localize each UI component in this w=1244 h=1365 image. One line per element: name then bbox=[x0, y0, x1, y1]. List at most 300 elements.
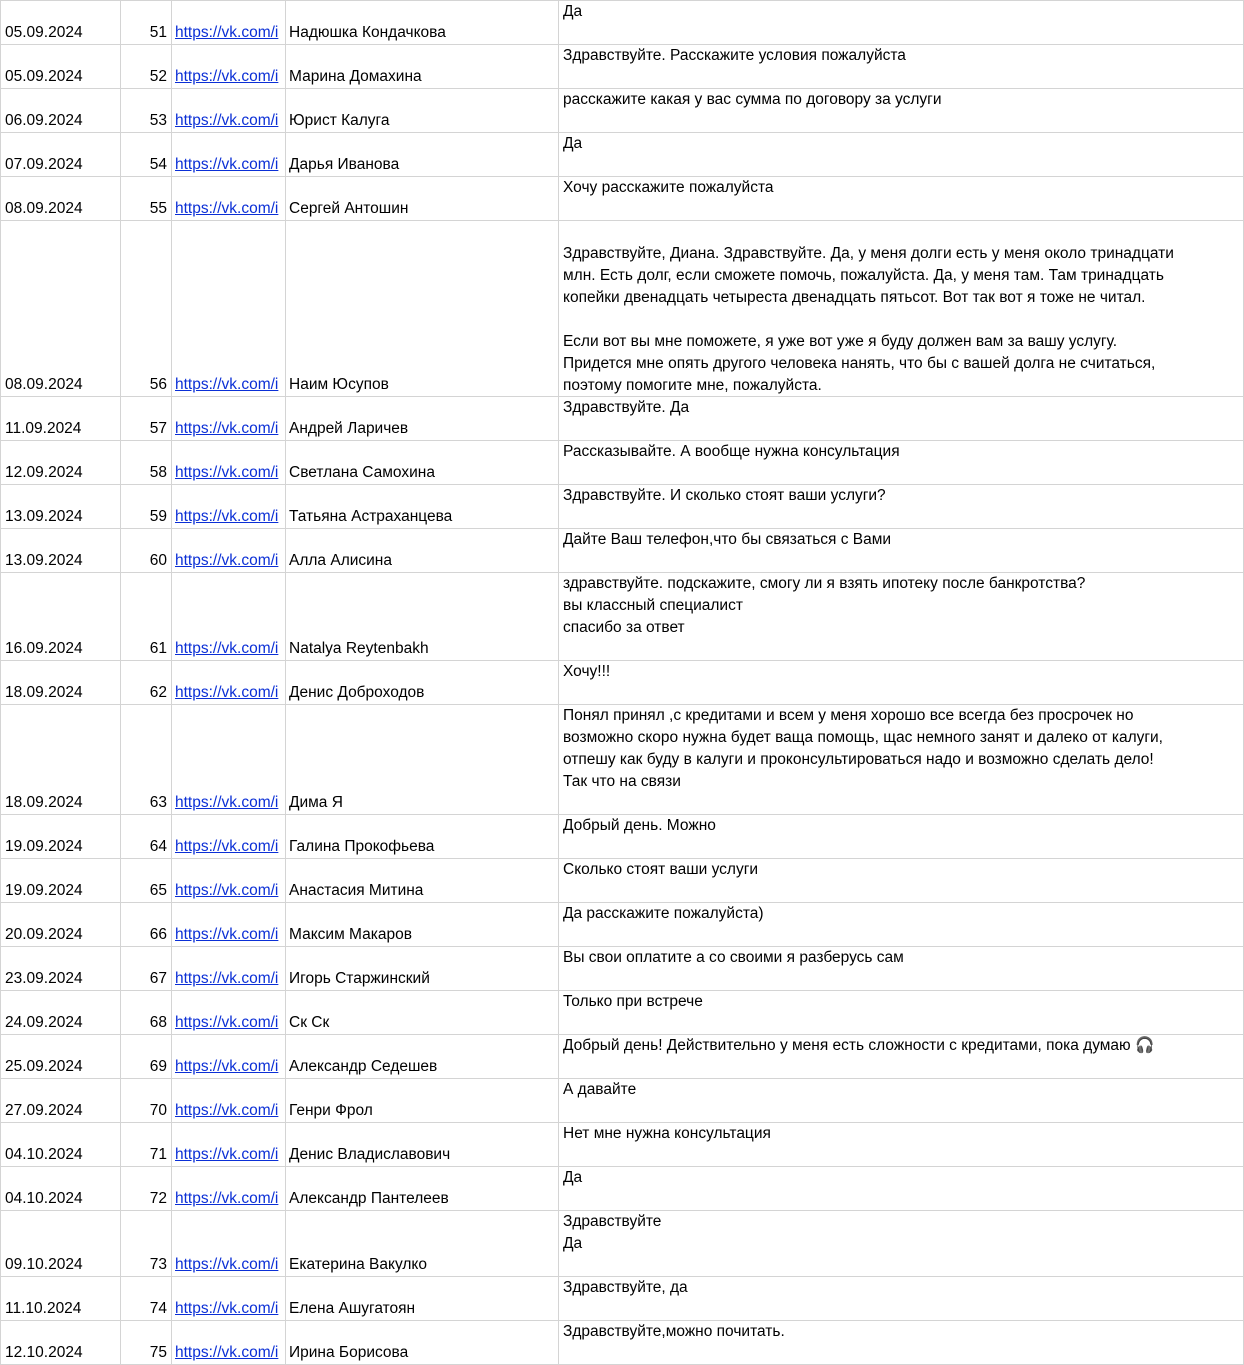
link-cell[interactable] bbox=[172, 903, 286, 946]
message-text bbox=[563, 903, 1235, 925]
number-cell[interactable] bbox=[121, 1167, 172, 1210]
number-cell[interactable] bbox=[121, 441, 172, 484]
message-line: Да bbox=[563, 135, 583, 152]
profile-link[interactable]: https://vk.com/i bbox=[175, 882, 279, 899]
table-row bbox=[0, 177, 1244, 221]
message-line: Дайте Ваш телефон,что бы связаться с Вами bbox=[563, 531, 892, 548]
number-cell[interactable] bbox=[121, 133, 172, 176]
date-cell[interactable] bbox=[0, 947, 121, 990]
message-line: отпешу как буду в калуги и проконсультироваться надо и возможно сделать дело! bbox=[563, 751, 1154, 768]
number-value: 64 bbox=[149, 838, 167, 855]
message-line: Понял принял ,с кредитами и всем у меня хорошо все всегда без просрочек но bbox=[563, 707, 1134, 724]
date-value: 08.09.2024 bbox=[5, 376, 83, 393]
name-cell[interactable] bbox=[286, 815, 559, 858]
number-cell[interactable] bbox=[121, 947, 172, 990]
profile-link[interactable]: https://vk.com/i bbox=[175, 1146, 279, 1163]
message-text bbox=[563, 1, 1235, 23]
name-cell[interactable] bbox=[286, 1167, 559, 1210]
date-value: 12.09.2024 bbox=[5, 464, 83, 481]
profile-link[interactable]: https://vk.com/i bbox=[175, 464, 279, 481]
name-cell[interactable] bbox=[286, 1, 559, 44]
message-cell[interactable] bbox=[559, 397, 1244, 440]
date-cell[interactable] bbox=[0, 1321, 121, 1364]
date-value: 24.09.2024 bbox=[5, 1014, 83, 1031]
message-line: Рассказывайте. А вообще нужна консультация bbox=[563, 443, 900, 460]
message-cell[interactable] bbox=[559, 221, 1244, 396]
table-row bbox=[0, 1123, 1244, 1167]
name-value: Александр Пантелеев bbox=[289, 1190, 449, 1207]
message-text bbox=[563, 441, 1235, 463]
date-cell[interactable] bbox=[0, 1123, 121, 1166]
profile-link[interactable]: https://vk.com/i bbox=[175, 970, 279, 987]
message-line: Если вот вы мне поможете, я уже вот уже я буду должен вам за вашу услугу. bbox=[563, 333, 1118, 350]
message-cell[interactable] bbox=[559, 89, 1244, 132]
message-line: Хочу расскажите пожалуйста bbox=[563, 179, 774, 196]
message-line: Так что на связи bbox=[563, 773, 681, 790]
message-text bbox=[563, 859, 1235, 881]
name-value: Денис Владиславович bbox=[289, 1146, 451, 1163]
profile-link[interactable]: https://vk.com/i bbox=[175, 1190, 279, 1207]
name-cell[interactable] bbox=[286, 947, 559, 990]
profile-link[interactable]: https://vk.com/i bbox=[175, 1102, 279, 1119]
name-value: Игорь Старжинский bbox=[289, 970, 430, 987]
name-cell[interactable] bbox=[286, 1321, 559, 1364]
name-value: Сергей Антошин bbox=[289, 200, 409, 217]
link-cell[interactable] bbox=[172, 1079, 286, 1122]
message-cell[interactable] bbox=[559, 661, 1244, 704]
number-cell[interactable] bbox=[121, 1321, 172, 1364]
profile-link[interactable]: https://vk.com/i bbox=[175, 1058, 279, 1075]
number-cell[interactable] bbox=[121, 529, 172, 572]
date-cell[interactable] bbox=[0, 1277, 121, 1320]
number-value: 62 bbox=[149, 684, 167, 701]
message-line bbox=[563, 221, 1235, 243]
message-line: Добрый день! Действительно у меня есть сложности с кредитами, пока думаю 🎧 bbox=[563, 1037, 1155, 1054]
number-value: 68 bbox=[149, 1014, 167, 1031]
date-cell[interactable] bbox=[0, 815, 121, 858]
number-cell[interactable] bbox=[121, 1211, 172, 1276]
message-text bbox=[563, 45, 1235, 67]
profile-link[interactable]: https://vk.com/i bbox=[175, 376, 279, 393]
message-line: Здравствуйте. Да bbox=[563, 399, 690, 416]
number-cell[interactable] bbox=[121, 661, 172, 704]
message-text bbox=[563, 1277, 1235, 1299]
message-line: Здравствуйте. Расскажите условия пожалуйста bbox=[563, 47, 906, 64]
number-value: 57 bbox=[149, 420, 167, 437]
message-line: Придется мне опять другого человека нанять, что бы с вашей долга не считаться, bbox=[563, 355, 1156, 372]
profile-link[interactable]: https://vk.com/i bbox=[175, 552, 279, 569]
table-row bbox=[0, 859, 1244, 903]
name-value: Алла Алисина bbox=[289, 552, 392, 569]
name-value: Генри Фрол bbox=[289, 1102, 373, 1119]
name-cell[interactable] bbox=[286, 573, 559, 660]
name-cell[interactable] bbox=[286, 1123, 559, 1166]
message-cell[interactable] bbox=[559, 815, 1244, 858]
number-value: 67 bbox=[149, 970, 167, 987]
link-cell[interactable] bbox=[172, 397, 286, 440]
message-text bbox=[563, 133, 1235, 155]
number-value: 59 bbox=[149, 508, 167, 525]
message-line: млн. Есть долг, если сможете помочь, пожалуйста. Да, у меня там. Там тринадцать bbox=[563, 267, 1164, 284]
message-cell[interactable] bbox=[559, 947, 1244, 990]
profile-link[interactable]: https://vk.com/i bbox=[175, 156, 279, 173]
link-cell[interactable] bbox=[172, 45, 286, 88]
number-value: 53 bbox=[149, 112, 167, 129]
number-cell[interactable] bbox=[121, 1277, 172, 1320]
link-cell[interactable] bbox=[172, 705, 286, 814]
date-cell[interactable] bbox=[0, 859, 121, 902]
message-cell[interactable] bbox=[559, 859, 1244, 902]
message-line: Здравствуйте bbox=[563, 1213, 662, 1230]
message-text bbox=[563, 397, 1235, 419]
profile-link[interactable]: https://vk.com/i bbox=[175, 794, 279, 811]
number-cell[interactable] bbox=[121, 1079, 172, 1122]
name-cell[interactable] bbox=[286, 89, 559, 132]
profile-link[interactable]: https://vk.com/i bbox=[175, 1344, 279, 1361]
table-row bbox=[0, 947, 1244, 991]
number-value: 63 bbox=[149, 794, 167, 811]
date-value: 04.10.2024 bbox=[5, 1190, 83, 1207]
link-cell[interactable] bbox=[172, 1211, 286, 1276]
table-row bbox=[0, 1321, 1244, 1365]
date-cell[interactable] bbox=[0, 1211, 121, 1276]
message-text bbox=[563, 529, 1235, 551]
message-cell[interactable] bbox=[559, 133, 1244, 176]
message-line: Здравствуйте, Диана. Здравствуйте. Да, у меня долги есть у меня около тринадцати bbox=[563, 245, 1174, 262]
message-cell[interactable] bbox=[559, 45, 1244, 88]
table-row bbox=[0, 89, 1244, 133]
message-text bbox=[563, 177, 1235, 199]
date-value: 12.10.2024 bbox=[5, 1344, 83, 1361]
date-cell[interactable] bbox=[0, 45, 121, 88]
name-cell[interactable] bbox=[286, 1035, 559, 1078]
date-value: 09.10.2024 bbox=[5, 1256, 83, 1273]
date-value: 18.09.2024 bbox=[5, 794, 83, 811]
date-value: 04.10.2024 bbox=[5, 1146, 83, 1163]
number-cell[interactable] bbox=[121, 705, 172, 814]
message-line: копейки двенадцать четыреста двенадцать пятьсот. Вот так вот я тоже не читал. bbox=[563, 289, 1146, 306]
number-cell[interactable] bbox=[121, 859, 172, 902]
message-line: Сколько стоят ваши услуги bbox=[563, 861, 759, 878]
message-text bbox=[563, 815, 1235, 837]
date-cell[interactable] bbox=[0, 661, 121, 704]
profile-link[interactable]: https://vk.com/i bbox=[175, 112, 279, 129]
message-text bbox=[563, 573, 1235, 639]
table-row bbox=[0, 1035, 1244, 1079]
message-cell[interactable] bbox=[559, 573, 1244, 660]
message-cell[interactable] bbox=[559, 529, 1244, 572]
link-cell[interactable] bbox=[172, 1123, 286, 1166]
number-value: 65 bbox=[149, 882, 167, 899]
message-cell[interactable] bbox=[559, 1277, 1244, 1320]
message-cell[interactable] bbox=[559, 1123, 1244, 1166]
date-value: 18.09.2024 bbox=[5, 684, 83, 701]
link-cell[interactable] bbox=[172, 1277, 286, 1320]
message-cell[interactable] bbox=[559, 903, 1244, 946]
message-text bbox=[563, 1167, 1235, 1189]
message-line: Здравствуйте, да bbox=[563, 1279, 688, 1296]
number-cell[interactable] bbox=[121, 221, 172, 396]
name-cell[interactable] bbox=[286, 991, 559, 1034]
number-cell[interactable] bbox=[121, 397, 172, 440]
link-cell[interactable] bbox=[172, 89, 286, 132]
message-line bbox=[563, 309, 1235, 331]
table-row bbox=[0, 133, 1244, 177]
date-value: 11.09.2024 bbox=[5, 420, 82, 437]
name-value: Ск Ск bbox=[289, 1014, 330, 1031]
link-cell[interactable] bbox=[172, 177, 286, 220]
table-row bbox=[0, 1079, 1244, 1123]
message-cell[interactable] bbox=[559, 1211, 1244, 1276]
table-row bbox=[0, 45, 1244, 89]
number-value: 66 bbox=[149, 926, 167, 943]
name-value: Анастасия Митина bbox=[289, 882, 424, 899]
number-cell[interactable] bbox=[121, 991, 172, 1034]
message-text bbox=[563, 221, 1235, 396]
message-cell[interactable] bbox=[559, 1035, 1244, 1078]
date-cell[interactable] bbox=[0, 529, 121, 572]
name-cell[interactable] bbox=[286, 397, 559, 440]
number-cell[interactable] bbox=[121, 903, 172, 946]
message-cell[interactable] bbox=[559, 1079, 1244, 1122]
message-text bbox=[563, 1211, 1235, 1255]
message-text bbox=[563, 1035, 1235, 1057]
profile-link[interactable]: https://vk.com/i bbox=[175, 200, 279, 217]
table-row bbox=[0, 991, 1244, 1035]
number-cell[interactable] bbox=[121, 485, 172, 528]
profile-link[interactable]: https://vk.com/i bbox=[175, 684, 279, 701]
date-cell[interactable] bbox=[0, 573, 121, 660]
date-cell[interactable] bbox=[0, 485, 121, 528]
name-value: Александр Седешев bbox=[289, 1058, 438, 1075]
message-line: поэтому помогите мне, пожалуйста. bbox=[563, 377, 822, 394]
number-value: 74 bbox=[149, 1300, 167, 1317]
name-cell[interactable] bbox=[286, 177, 559, 220]
name-value: Юрист Калуга bbox=[289, 112, 390, 129]
date-value: 05.09.2024 bbox=[5, 24, 83, 41]
name-cell[interactable] bbox=[286, 485, 559, 528]
date-value: 13.09.2024 bbox=[5, 552, 83, 569]
name-value: Галина Прокофьева bbox=[289, 838, 435, 855]
message-cell[interactable] bbox=[559, 705, 1244, 814]
date-cell[interactable] bbox=[0, 705, 121, 814]
table-row bbox=[0, 903, 1244, 947]
name-value: Надюшка Кондачкова bbox=[289, 24, 446, 41]
name-cell[interactable] bbox=[286, 705, 559, 814]
date-cell[interactable] bbox=[0, 1079, 121, 1122]
profile-link[interactable]: https://vk.com/i bbox=[175, 24, 279, 41]
table-row bbox=[0, 1, 1244, 45]
date-cell[interactable] bbox=[0, 1167, 121, 1210]
message-line: Да bbox=[563, 1235, 583, 1252]
message-text bbox=[563, 661, 1235, 683]
name-value: Ирина Борисова bbox=[289, 1344, 409, 1361]
message-text bbox=[563, 1123, 1235, 1145]
date-cell[interactable] bbox=[0, 1035, 121, 1078]
link-cell[interactable] bbox=[172, 133, 286, 176]
date-cell[interactable] bbox=[0, 441, 121, 484]
number-value: 54 bbox=[149, 156, 167, 173]
table-row bbox=[0, 529, 1244, 573]
number-cell[interactable] bbox=[121, 89, 172, 132]
name-cell[interactable] bbox=[286, 45, 559, 88]
date-value: 08.09.2024 bbox=[5, 200, 83, 217]
message-line: Нет мне нужна консультация bbox=[563, 1125, 771, 1142]
date-cell[interactable] bbox=[0, 1, 121, 44]
link-cell[interactable] bbox=[172, 573, 286, 660]
table-row bbox=[0, 485, 1244, 529]
number-value: 60 bbox=[149, 552, 167, 569]
link-cell[interactable] bbox=[172, 991, 286, 1034]
date-cell[interactable] bbox=[0, 89, 121, 132]
name-cell[interactable] bbox=[286, 859, 559, 902]
table-row bbox=[0, 661, 1244, 705]
name-cell[interactable] bbox=[286, 1079, 559, 1122]
number-value: 70 bbox=[149, 1102, 167, 1119]
table-row bbox=[0, 1167, 1244, 1211]
table-row bbox=[0, 221, 1244, 397]
link-cell[interactable] bbox=[172, 1167, 286, 1210]
message-text bbox=[563, 89, 1235, 111]
number-value: 69 bbox=[149, 1058, 167, 1075]
table-row bbox=[0, 441, 1244, 485]
message-line: Да расскажите пожалуйста) bbox=[563, 905, 764, 922]
link-cell[interactable] bbox=[172, 661, 286, 704]
table-row bbox=[0, 1277, 1244, 1321]
message-cell[interactable] bbox=[559, 485, 1244, 528]
date-value: 25.09.2024 bbox=[5, 1058, 83, 1075]
date-value: 23.09.2024 bbox=[5, 970, 83, 987]
link-cell[interactable] bbox=[172, 1321, 286, 1364]
link-cell[interactable] bbox=[172, 529, 286, 572]
number-cell[interactable] bbox=[121, 1, 172, 44]
profile-link[interactable]: https://vk.com/i bbox=[175, 838, 279, 855]
message-line: Только при встрече bbox=[563, 993, 703, 1010]
message-line: Здравствуйте,можно почитать. bbox=[563, 1323, 785, 1340]
name-value: Елена Ашугатоян bbox=[289, 1300, 416, 1317]
profile-link[interactable]: https://vk.com/i bbox=[175, 420, 279, 437]
name-cell[interactable] bbox=[286, 661, 559, 704]
name-cell[interactable] bbox=[286, 221, 559, 396]
profile-link[interactable]: https://vk.com/i bbox=[175, 1014, 279, 1031]
date-value: 19.09.2024 bbox=[5, 882, 83, 899]
date-value: 07.09.2024 bbox=[5, 156, 83, 173]
number-value: 75 bbox=[149, 1344, 167, 1361]
number-value: 51 bbox=[149, 24, 167, 41]
name-cell[interactable] bbox=[286, 1277, 559, 1320]
number-cell[interactable] bbox=[121, 1123, 172, 1166]
link-cell[interactable] bbox=[172, 441, 286, 484]
number-value: 55 bbox=[149, 200, 167, 217]
number-cell[interactable] bbox=[121, 45, 172, 88]
date-cell[interactable] bbox=[0, 177, 121, 220]
link-cell[interactable] bbox=[172, 815, 286, 858]
profile-link[interactable]: https://vk.com/i bbox=[175, 508, 279, 525]
number-value: 71 bbox=[149, 1146, 167, 1163]
number-value: 61 bbox=[149, 640, 167, 657]
message-line: Здравствуйте. И сколько стоят ваши услуги? bbox=[563, 487, 886, 504]
number-cell[interactable] bbox=[121, 1035, 172, 1078]
name-value: Наим Юсупов bbox=[289, 376, 389, 393]
name-cell[interactable] bbox=[286, 441, 559, 484]
profile-link[interactable]: https://vk.com/i bbox=[175, 68, 279, 85]
date-value: 13.09.2024 bbox=[5, 508, 83, 525]
message-line: Хочу!!! bbox=[563, 663, 611, 680]
message-text bbox=[563, 1321, 1235, 1343]
name-value: Дарья Иванова bbox=[289, 156, 400, 173]
date-cell[interactable] bbox=[0, 221, 121, 396]
date-value: 16.09.2024 bbox=[5, 640, 83, 657]
date-cell[interactable] bbox=[0, 903, 121, 946]
message-cell[interactable] bbox=[559, 1, 1244, 44]
name-cell[interactable] bbox=[286, 1211, 559, 1276]
link-cell[interactable] bbox=[172, 1, 286, 44]
table-row bbox=[0, 573, 1244, 661]
message-line: спасибо за ответ bbox=[563, 619, 685, 636]
message-line: Да bbox=[563, 1169, 583, 1186]
message-line: Добрый день. Можно bbox=[563, 817, 716, 834]
name-value: Максим Макаров bbox=[289, 926, 412, 943]
message-cell[interactable] bbox=[559, 177, 1244, 220]
table-row bbox=[0, 705, 1244, 815]
profile-link[interactable]: https://vk.com/i bbox=[175, 926, 279, 943]
profile-link[interactable]: https://vk.com/i bbox=[175, 1300, 279, 1317]
number-cell[interactable] bbox=[121, 815, 172, 858]
profile-link[interactable]: https://vk.com/i bbox=[175, 1256, 279, 1273]
link-cell[interactable] bbox=[172, 859, 286, 902]
date-cell[interactable] bbox=[0, 133, 121, 176]
profile-link[interactable]: https://vk.com/i bbox=[175, 640, 279, 657]
number-cell[interactable] bbox=[121, 573, 172, 660]
link-cell[interactable] bbox=[172, 485, 286, 528]
name-value: Светлана Самохина bbox=[289, 464, 435, 481]
link-cell[interactable] bbox=[172, 221, 286, 396]
message-line: Да bbox=[563, 3, 583, 20]
message-text bbox=[563, 1079, 1235, 1101]
name-value: Natalya Reytenbakh bbox=[289, 640, 429, 657]
name-value: Дима Я bbox=[289, 794, 343, 811]
number-value: 73 bbox=[149, 1256, 167, 1273]
message-line: Вы свои оплатите а со своими я разберусь сам bbox=[563, 949, 904, 966]
date-value: 05.09.2024 bbox=[5, 68, 83, 85]
message-cell[interactable] bbox=[559, 991, 1244, 1034]
message-text bbox=[563, 947, 1235, 969]
name-value: Андрей Ларичев bbox=[289, 420, 409, 437]
name-cell[interactable] bbox=[286, 133, 559, 176]
message-cell[interactable] bbox=[559, 1321, 1244, 1364]
link-cell[interactable] bbox=[172, 947, 286, 990]
name-cell[interactable] bbox=[286, 529, 559, 572]
date-value: 06.09.2024 bbox=[5, 112, 83, 129]
number-cell[interactable] bbox=[121, 177, 172, 220]
message-text bbox=[563, 485, 1235, 507]
name-value: Денис Доброходов bbox=[289, 684, 425, 701]
name-value: Татьяна Астраханцева bbox=[289, 508, 453, 525]
date-value: 20.09.2024 bbox=[5, 926, 83, 943]
table-row bbox=[0, 397, 1244, 441]
message-line: А давайте bbox=[563, 1081, 637, 1098]
message-text bbox=[563, 991, 1235, 1013]
message-cell[interactable] bbox=[559, 1167, 1244, 1210]
message-text bbox=[563, 705, 1235, 793]
message-line: возможно скоро нужна будет ваща помощь, щас немного занят и далеко от калуги, bbox=[563, 729, 1163, 746]
link-cell[interactable] bbox=[172, 1035, 286, 1078]
name-cell[interactable] bbox=[286, 903, 559, 946]
date-cell[interactable] bbox=[0, 397, 121, 440]
date-cell[interactable] bbox=[0, 991, 121, 1034]
number-value: 58 bbox=[149, 464, 167, 481]
message-cell[interactable] bbox=[559, 441, 1244, 484]
